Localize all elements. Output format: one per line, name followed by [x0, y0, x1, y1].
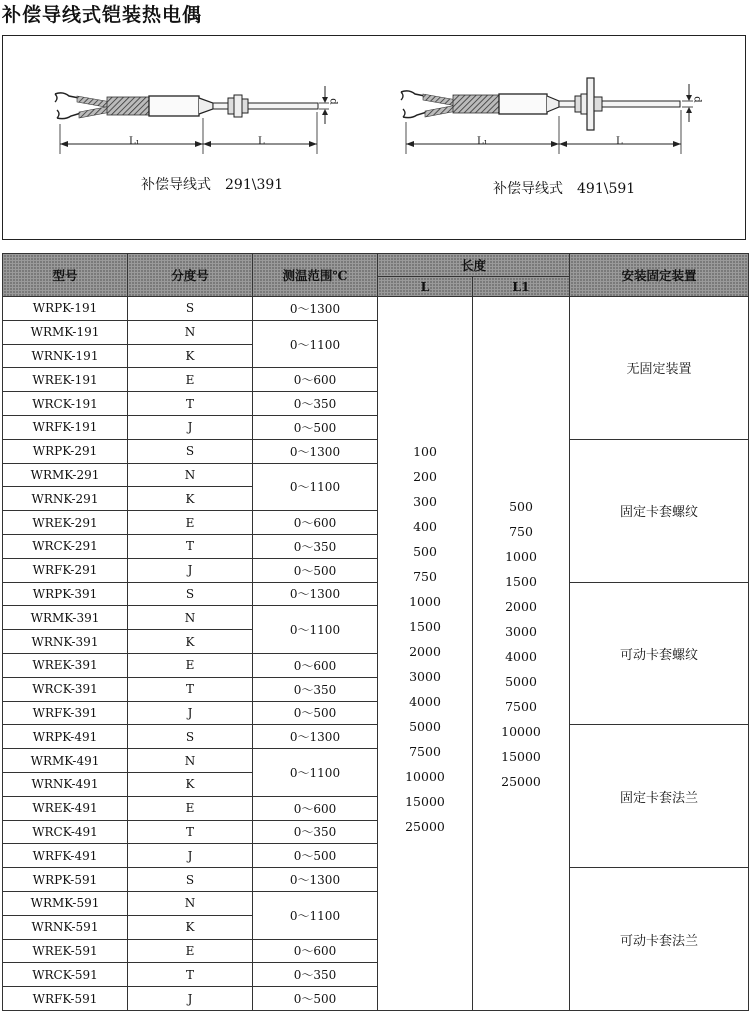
cell-range: 0～1100 — [253, 749, 378, 797]
cell-graduation: S — [128, 439, 253, 463]
length-L-value: 7500 — [409, 744, 441, 760]
length-L1-value: 500 — [509, 499, 533, 515]
cell-model: WRMK-491 — [3, 749, 128, 773]
length-L1-list — [473, 494, 569, 794]
figure-panel — [2, 35, 746, 240]
length-L-value: 3000 — [409, 669, 441, 685]
cell-mount: 可动卡套螺纹 — [570, 582, 749, 725]
dim-label-L-right: L — [616, 136, 623, 147]
cell-range: 0～600 — [253, 653, 378, 677]
cell-graduation: J — [128, 415, 253, 439]
cell-graduation: N — [128, 320, 253, 344]
length-L-value: 400 — [413, 519, 437, 535]
cell-graduation: K — [128, 487, 253, 511]
length-L1-value: 4000 — [505, 649, 537, 665]
cell-mount: 可动卡套法兰 — [570, 868, 749, 1011]
cell-range: 0～1300 — [253, 439, 378, 463]
cell-range: 0～350 — [253, 963, 378, 987]
cell-range: 0～1300 — [253, 297, 378, 321]
cell-mount: 无固定装置 — [570, 297, 749, 440]
table-row — [3, 725, 749, 749]
cell-model: WRNK-191 — [3, 344, 128, 368]
length-L1-value: 5000 — [505, 674, 537, 690]
length-L1-value: 7500 — [505, 699, 537, 715]
length-L-value: 25000 — [405, 819, 445, 835]
cell-range: 0～500 — [253, 701, 378, 725]
cell-length-L — [378, 297, 473, 1011]
cell-model: WREK-591 — [3, 939, 128, 963]
header-length: 长度 — [378, 254, 570, 277]
cell-range: 0～1300 — [253, 582, 378, 606]
cell-model: WRPK-391 — [3, 582, 128, 606]
header-model: 型号 — [3, 254, 128, 297]
cell-graduation: S — [128, 297, 253, 321]
length-L1-value: 2000 — [505, 599, 537, 615]
cell-model: WRMK-291 — [3, 463, 128, 487]
cell-range: 0～600 — [253, 796, 378, 820]
header-graduation: 分度号 — [128, 254, 253, 297]
cell-model: WRFK-291 — [3, 558, 128, 582]
cell-model: WRFK-191 — [3, 415, 128, 439]
cell-range: 0～600 — [253, 368, 378, 392]
cell-model: WREK-391 — [3, 653, 128, 677]
cell-graduation: J — [128, 844, 253, 868]
spec-table — [2, 253, 749, 1011]
cell-model: WRPK-591 — [3, 868, 128, 892]
cell-model: WRCK-491 — [3, 820, 128, 844]
dim-label-L1-right: L₁ — [477, 136, 488, 147]
length-L-value: 15000 — [405, 794, 445, 810]
thermocouple-drawings — [3, 36, 747, 241]
cell-model: WRPK-191 — [3, 297, 128, 321]
length-L1-value: 750 — [509, 524, 533, 540]
length-L-value: 200 — [413, 469, 437, 485]
cell-graduation: T — [128, 392, 253, 416]
cell-graduation: S — [128, 725, 253, 749]
cell-range: 0～500 — [253, 844, 378, 868]
cell-model: WRFK-391 — [3, 701, 128, 725]
caption-491-591: 补偿导线式 491\591 — [493, 181, 636, 197]
length-L1-value: 25000 — [501, 774, 541, 790]
cell-model: WRNK-391 — [3, 630, 128, 654]
header-range: 测温范围℃ — [253, 254, 378, 297]
length-L-list — [378, 439, 472, 839]
cell-graduation: E — [128, 653, 253, 677]
cell-mount: 固定卡套螺纹 — [570, 439, 749, 582]
length-L-value: 5000 — [409, 719, 441, 735]
cell-model: WREK-291 — [3, 511, 128, 535]
length-L-value: 500 — [413, 544, 437, 560]
cell-model: WRMK-191 — [3, 320, 128, 344]
cell-graduation: N — [128, 463, 253, 487]
drawing-291-391 — [55, 86, 329, 154]
cell-range: 0～350 — [253, 820, 378, 844]
cell-graduation: K — [128, 915, 253, 939]
cell-range: 0～500 — [253, 987, 378, 1011]
cell-graduation: E — [128, 511, 253, 535]
cell-range: 0～500 — [253, 558, 378, 582]
cell-graduation: T — [128, 820, 253, 844]
spec-table-body — [3, 297, 749, 1011]
cell-graduation: E — [128, 796, 253, 820]
cell-range: 0～500 — [253, 415, 378, 439]
length-L-value: 4000 — [409, 694, 441, 710]
page-title: 补偿导线式铠装热电偶 — [2, 4, 203, 26]
cell-graduation: K — [128, 630, 253, 654]
cell-graduation: K — [128, 344, 253, 368]
length-L-value: 100 — [413, 444, 437, 460]
length-L-value: 750 — [413, 569, 437, 585]
cell-graduation: N — [128, 891, 253, 915]
cell-range: 0～600 — [253, 511, 378, 535]
cell-model: WREK-191 — [3, 368, 128, 392]
length-L-value: 300 — [413, 494, 437, 510]
cell-model: WRCK-591 — [3, 963, 128, 987]
cell-model: WRCK-291 — [3, 534, 128, 558]
cell-graduation: N — [128, 606, 253, 630]
cell-model: WRPK-291 — [3, 439, 128, 463]
cell-graduation: N — [128, 749, 253, 773]
dim-label-d-right: d — [691, 96, 703, 103]
cell-range: 0～1100 — [253, 606, 378, 654]
dim-label-d-left: d — [327, 98, 339, 105]
cell-graduation: T — [128, 963, 253, 987]
cell-model: WRCK-191 — [3, 392, 128, 416]
header-mount: 安装固定装置 — [570, 254, 749, 297]
table-row — [3, 582, 749, 606]
length-L1-value: 1000 — [505, 549, 537, 565]
table-row — [3, 439, 749, 463]
cell-length-L1 — [473, 297, 570, 1011]
cell-range: 0～600 — [253, 939, 378, 963]
header-L1: L1 — [473, 277, 570, 297]
cell-graduation: J — [128, 701, 253, 725]
cell-range: 0～1100 — [253, 463, 378, 511]
caption-291-391: 补偿导线式 291\391 — [141, 177, 284, 193]
cell-model: WRNK-291 — [3, 487, 128, 511]
cell-model: WRPK-491 — [3, 725, 128, 749]
cell-model: WRMK-391 — [3, 606, 128, 630]
cell-range: 0～1300 — [253, 868, 378, 892]
cell-graduation: S — [128, 868, 253, 892]
dim-label-L-left: L — [258, 136, 265, 147]
table-row — [3, 868, 749, 892]
cell-graduation: J — [128, 987, 253, 1011]
cell-range: 0～350 — [253, 534, 378, 558]
cell-graduation: S — [128, 582, 253, 606]
cell-graduation: T — [128, 677, 253, 701]
length-L-value: 1500 — [409, 619, 441, 635]
cell-graduation: E — [128, 939, 253, 963]
length-L1-value: 1500 — [505, 574, 537, 590]
cell-graduation: K — [128, 772, 253, 796]
cell-model: WRMK-591 — [3, 891, 128, 915]
length-L-value: 1000 — [409, 594, 441, 610]
cell-range: 0～1100 — [253, 891, 378, 939]
drawing-491-591 — [401, 78, 693, 154]
length-L-value: 2000 — [409, 644, 441, 660]
cell-graduation: E — [128, 368, 253, 392]
dim-label-L1-left: L₁ — [129, 136, 140, 147]
length-L1-value: 10000 — [501, 724, 541, 740]
table-row — [3, 297, 749, 321]
cell-model: WRNK-491 — [3, 772, 128, 796]
length-L-value: 10000 — [405, 769, 445, 785]
cell-graduation: T — [128, 534, 253, 558]
cell-model: WRCK-391 — [3, 677, 128, 701]
cell-model: WRFK-491 — [3, 844, 128, 868]
cell-range: 0～350 — [253, 677, 378, 701]
cell-graduation: J — [128, 558, 253, 582]
cell-range: 0～350 — [253, 392, 378, 416]
cell-model: WRFK-591 — [3, 987, 128, 1011]
length-L1-value: 15000 — [501, 749, 541, 765]
cell-range: 0～1300 — [253, 725, 378, 749]
cell-mount: 固定卡套法兰 — [570, 725, 749, 868]
cell-range: 0～1100 — [253, 320, 378, 368]
cell-model: WRNK-591 — [3, 915, 128, 939]
length-L1-value: 3000 — [505, 624, 537, 640]
header-L: L — [378, 277, 473, 297]
cell-model: WREK-491 — [3, 796, 128, 820]
